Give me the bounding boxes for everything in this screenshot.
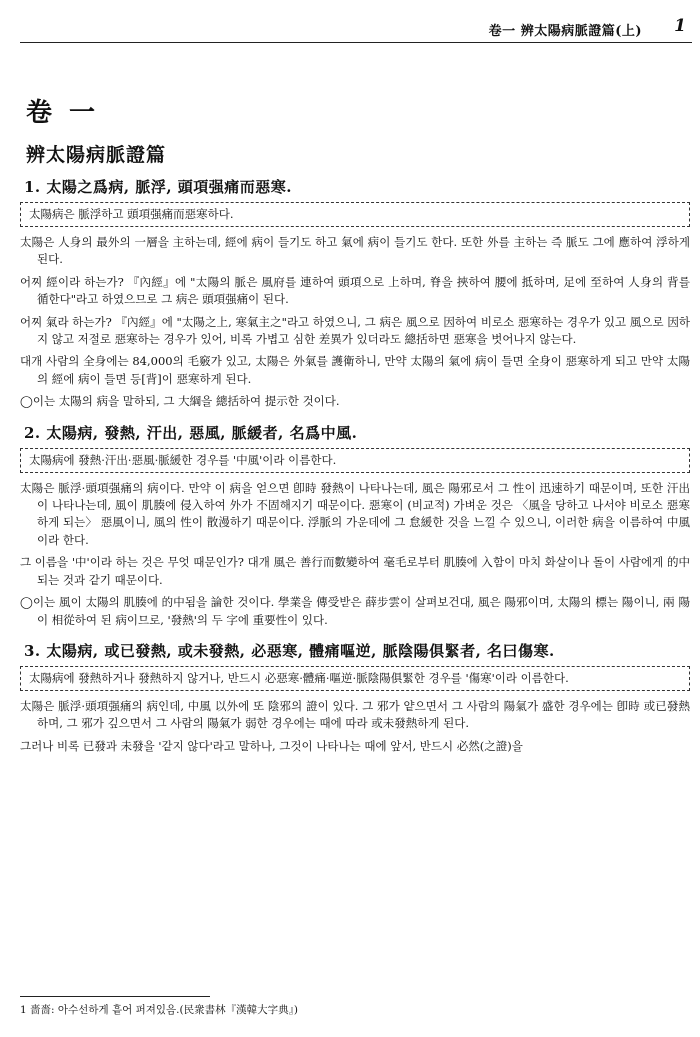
paragraph: ◯이는 風이 太陽의 肌腠에 的中됨을 論한 것이다. 學業을 傳受받은 薛步雲이 살펴보건대, 風은 陽邪이며, 太陽의 標는 陽이니, 兩 陽이 相從하여 된 病이므로, '發熱'의 두 字에 重要性이 있다. (20, 595, 690, 627)
translation-box: 太陽病에 發熱·汗出·惡風·脈緩한 경우를 '中風'이라 이름한다. (20, 448, 690, 473)
paragraph: 太陽은 脈浮·頭項强痛의 病인데, 中風 以外에 또 陰邪의 證이 있다. 그 邪가 얕으면서 그 사람의 陽氣가 盛한 경우에는 卽時 或已發熱하며, 그 邪가 깊으면서 그 사람의 陽氣가 弱한 경우에는 때에 따라 或未發熱하게 된다. (20, 698, 690, 731)
page-number: 1 (674, 16, 686, 36)
translation-box: 太陽病에 發熱하거나 發熱하지 않거나, 반드시 必惡寒·體痛·嘔逆·脈陰陽俱緊한 경우를 '傷寒'이라 이름한다. (20, 666, 690, 691)
section-3 (20, 640, 690, 755)
header-rule (20, 42, 692, 43)
section-heading: 2. 太陽病, 發熱, 汗出, 惡風, 脈緩者, 名爲中風. (24, 423, 358, 442)
paragraph: 太陽은 脈浮·頭項强痛의 病이다. 만약 이 病을 얻으면 卽時 發熱이 나타나는데, 風은 陽邪로서 그 性이 迅速하기 때문이며, 또한 汗出이 나타나는데, 風이 肌腠에 侵入하여 外가 不固해지기 때문이다. 惡寒이 (비교적) 가벼운 것은 〈風을 당하고 나서야 비로소 惡寒하게 되는〉 惡風이니, 風의 性이 散漫하기 때문이다. 浮脈의 가운데에 그 怠緩한 것을 느낄 수 있으니, 이러한 病을 이름하여 中風이라 한다. (20, 480, 690, 547)
page-header (0, 0, 700, 42)
translation-box: 太陽病은 脈浮하고 頭項强痛而惡寒하다. (20, 202, 690, 227)
section-1 (20, 176, 690, 411)
paragraph: 어찌 氣라 하는가? 『內經』에 "太陽之上, 寒氣主之"라고 하였으니, 그 病은 風으로 因하여 비로소 惡寒하는 경우가 있고 風으로 因하지 않고 저절로 惡寒하는 경우가 있어, 비록 가볍고 심한 差異가 있더라도 總括하면 惡寒을 벗어나지 않는다. (20, 314, 690, 347)
chapter-title: 辨太陽病脈證篇 (26, 144, 167, 166)
footnote: 1 嗇嗇: 아수선하게 흩어 퍼져있음.(民衆書林『漢韓大字典』) (20, 1004, 298, 1016)
volume-title: 卷 一 (26, 98, 100, 128)
main-content (20, 176, 690, 760)
paragraph: 太陽은 人身의 最外의 一層을 主하는데, 經에 病이 들기도 하고 氣에 病이 들기도 한다. 또한 外를 主하는 즉 脈도 그에 應하여 浮하게 된다. (20, 235, 690, 267)
section-heading: 3. 太陽病, 或已發熱, 或未發熱, 必惡寒, 體痛嘔逆, 脈陰陽俱緊者, 名曰傷寒. (24, 641, 555, 660)
paragraph: 그 이름을 '中'이라 하는 것은 무엇 때문인가? 대개 風은 善行而數變하여 毫毛로부터 肌腠에 入함이 마치 화살이나 돌이 사람에게 的中되는 것과 같기 때문이다. (20, 555, 690, 587)
footnote-rule (20, 996, 210, 997)
paragraph: 대개 사람의 全身에는 84,000의 毛竅가 있고, 太陽은 外氣를 護衛하니, 만약 太陽의 氣에 病이 들면 全身이 惡寒하게 되고 만약 太陽의 經에 病이 들면 등[背]이 惡寒하게 된다. (20, 354, 690, 386)
running-header-title: 卷一 辨太陽病脈證篇(上) (488, 24, 642, 39)
paragraph: 그러나 비록 已發과 未發을 '같지 않다'라고 말하나, 그것이 나타나는 때에 앞서, 반드시 必然(之證)을 (20, 738, 523, 753)
paragraph: 어찌 經이라 하는가? 『內經』에 "太陽의 脈은 風府를 連하여 頭項으로 上하며, 脊을 挾하여 腰에 抵하며, 足에 至하여 人身의 背를 循한다"라고 하였으므로 그 病은 頭項强痛이 된다. (20, 274, 690, 307)
section-heading: 1. 太陽之爲病, 脈浮, 頭項强痛而惡寒. (24, 178, 292, 196)
paragraph: ◯이는 太陽의 病을 말하되, 그 大綱을 總括하여 提示한 것이다. (20, 394, 340, 409)
section-2 (20, 422, 690, 629)
